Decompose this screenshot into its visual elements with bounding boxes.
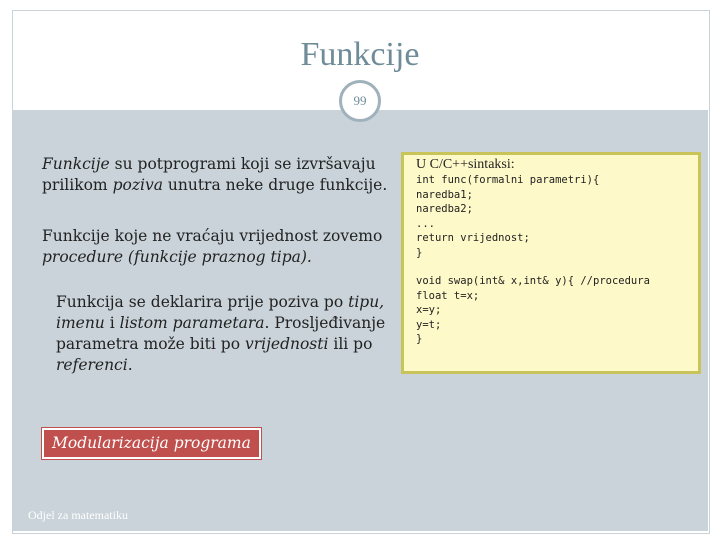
code-line: naredba1; bbox=[416, 188, 473, 201]
code-spacer bbox=[416, 260, 686, 274]
term-poziva: poziva bbox=[112, 176, 163, 194]
paragraph-declaration bbox=[56, 292, 396, 376]
code-line: void swap(int& x,int& y){ //procedura bbox=[416, 275, 650, 287]
code-line: y=t; bbox=[416, 318, 442, 331]
code-line: } bbox=[416, 333, 423, 345]
code-line: return vrijednost; bbox=[416, 232, 530, 244]
modularizacija-button[interactable]: Modularizacija programa bbox=[42, 428, 261, 459]
paragraph-procedures bbox=[42, 226, 402, 268]
code-heading: U C/C++sintaksi: bbox=[416, 157, 515, 172]
text-segment: i bbox=[104, 314, 120, 332]
term-referenci: referenci bbox=[56, 356, 128, 374]
slide-title: Funkcije bbox=[300, 36, 420, 73]
term-tipu-imenu: tipu, imenu bbox=[56, 293, 385, 332]
text-segment: Funkcija se deklarira prije poziva po bbox=[56, 293, 349, 311]
term-funkcije: Funkcije bbox=[42, 155, 110, 173]
text-segment: . bbox=[127, 356, 133, 374]
code-line: } bbox=[416, 246, 423, 259]
code-box bbox=[401, 152, 701, 374]
code-line: float t=x; bbox=[416, 289, 480, 302]
term-listom-parametara: listom parametara bbox=[119, 314, 265, 332]
code-line: ... bbox=[416, 217, 435, 230]
text-segment: unutra neke druge funkcije. bbox=[162, 176, 388, 194]
text-segment: ili po bbox=[328, 335, 373, 353]
page-number: 99 bbox=[353, 93, 367, 108]
text-segment: Funkcije koje ne vraćaju vrijednost zovemo bbox=[42, 227, 383, 245]
term-procedure: procedure (funkcije praznog tipa). bbox=[42, 248, 312, 266]
text-segment: . Prosljeđivanje parametra može biti po bbox=[56, 314, 386, 353]
footer-text: Odjel za matematiku bbox=[28, 508, 128, 522]
code-line: naredba2; bbox=[416, 203, 473, 215]
page-number-badge bbox=[339, 80, 381, 122]
code-line: x=y; bbox=[416, 304, 442, 316]
text-segment: su potprogrami koji se izvršavaju prilikom bbox=[42, 155, 376, 194]
code-line: int func(formalni parametri){ bbox=[416, 174, 600, 186]
paragraph-functions-definition bbox=[42, 154, 402, 196]
term-vrijednosti: vrijednosti bbox=[244, 335, 329, 353]
